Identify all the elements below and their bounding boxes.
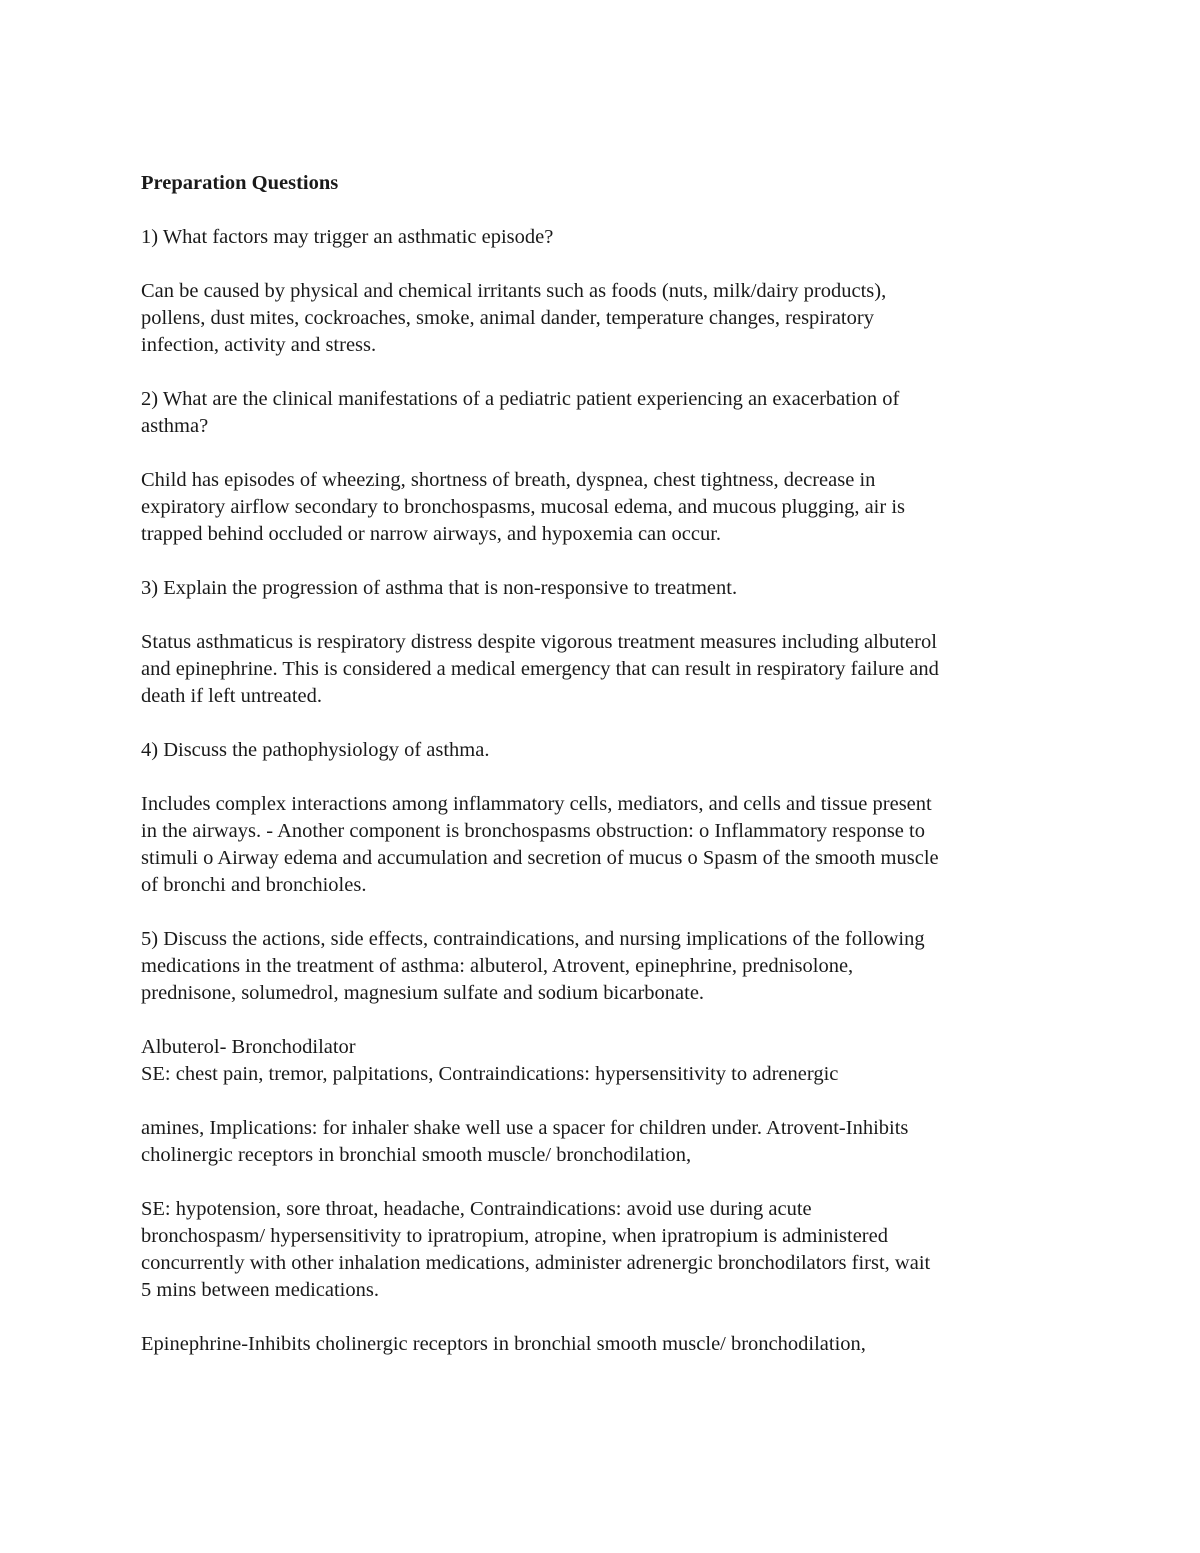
paragraph (141, 1196, 1071, 1304)
paragraph (141, 737, 1071, 764)
text-line: Child has episodes of wheezing, shortness of breath, dyspnea, chest tightness, decrease in (141, 469, 876, 491)
paragraph (141, 791, 1071, 899)
text-line: bronchospasm/ hypersensitivity to ipratropium, atropine, when ipratropium is administered (141, 1225, 888, 1247)
paragraph (141, 629, 1071, 710)
text-line: Albuterol- Bronchodilator (141, 1036, 356, 1058)
paragraph-list (141, 224, 1071, 1358)
paragraph (141, 1115, 1071, 1169)
text-line: Status asthmaticus is respiratory distress despite vigorous treatment measures including albuterol (141, 631, 937, 653)
text-line: 4) Discuss the pathophysiology of asthma. (141, 739, 490, 761)
text-line: concurrently with other inhalation medications, administer adrenergic bronchodilators first, wait (141, 1252, 931, 1274)
text-line: asthma? (141, 415, 209, 437)
text-line: and epinephrine. This is considered a medical emergency that can result in respiratory failure and (141, 658, 939, 680)
paragraph (141, 1331, 1071, 1358)
text-line: Epinephrine-Inhibits cholinergic receptors in bronchial smooth muscle/ bronchodilation, (141, 1333, 866, 1355)
text-line: 3) Explain the progression of asthma that is non-responsive to treatment. (141, 577, 738, 599)
text-line: cholinergic receptors in bronchial smooth muscle/ bronchodilation, (141, 1144, 692, 1166)
text-line: Can be caused by physical and chemical irritants such as foods (nuts, milk/dairy products), (141, 280, 887, 302)
text-line: 2) What are the clinical manifestations of a pediatric patient experiencing an exacerbation of (141, 388, 900, 410)
text-line: in the airways. - Another component is bronchospasms obstruction: o Inflammatory response to (141, 820, 925, 842)
text-line: SE: chest pain, tremor, palpitations, Contraindications: hypersensitivity to adrenergic (141, 1063, 839, 1085)
document-heading: Preparation Questions (141, 172, 339, 194)
text-line: expiratory airflow secondary to bronchospasms, mucosal edema, and mucous plugging, air is (141, 496, 906, 518)
text-line: death if left untreated. (141, 685, 322, 707)
document-body (141, 170, 1071, 1358)
paragraph (141, 926, 1071, 1007)
paragraph (141, 224, 1071, 251)
text-line: SE: hypotension, sore throat, headache, Contraindications: avoid use during acute (141, 1198, 812, 1220)
text-line: pollens, dust mites, cockroaches, smoke, animal dander, temperature changes, respiratory (141, 307, 874, 329)
text-line: prednisone, solumedrol, magnesium sulfate and sodium bicarbonate. (141, 982, 705, 1004)
paragraph (141, 386, 1071, 440)
text-line: 5) Discuss the actions, side effects, contraindications, and nursing implications of the following (141, 928, 925, 950)
paragraph (141, 278, 1071, 359)
text-line: infection, activity and stress. (141, 334, 377, 356)
text-line: amines, Implications: for inhaler shake well use a spacer for children under. Atrovent-Inhibits (141, 1117, 909, 1139)
text-line: stimuli o Airway edema and accumulation and secretion of mucus o Spasm of the smooth muscle (141, 847, 939, 869)
text-line: 5 mins between medications. (141, 1279, 379, 1301)
paragraph (141, 1034, 1071, 1088)
text-line: trapped behind occluded or narrow airways, and hypoxemia can occur. (141, 523, 722, 545)
paragraph (141, 575, 1071, 602)
text-line: 1) What factors may trigger an asthmatic episode? (141, 226, 554, 248)
text-line: of bronchi and bronchioles. (141, 874, 367, 896)
text-line: medications in the treatment of asthma: albuterol, Atrovent, epinephrine, prednisolone, (141, 955, 854, 977)
paragraph (141, 467, 1071, 548)
text-line: Includes complex interactions among inflammatory cells, mediators, and cells and tissue present (141, 793, 932, 815)
